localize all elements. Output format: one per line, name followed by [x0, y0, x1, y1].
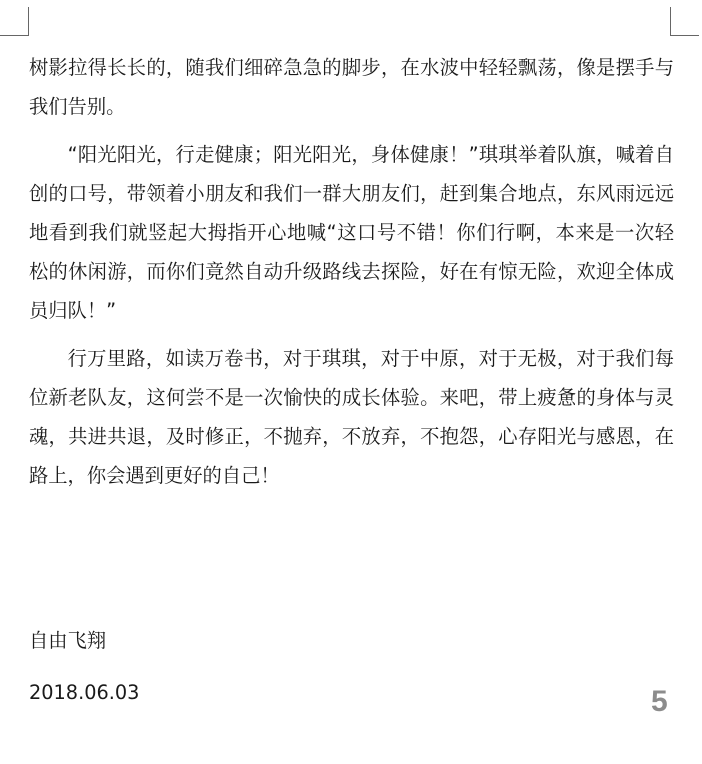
paragraph-3: 行万里路，如读万卷书，对于琪琪，对于中原，对于无极，对于我们每位新老队友，这何尝不是一次愉快的成长体验。来吧，带上疲惫的身体与灵魂，共进共退，及时修正，不抛弃，不放弃，不抱怨，心存阳光与感恩，在路上，你会遇到更好的自己！	[29, 347, 674, 487]
document-body	[29, 48, 674, 504]
paragraph-1: 树影拉得长长的，随我们细碎急急的脚步，在水波中轻轻飘荡，像是摆手与我们告别。	[29, 56, 674, 118]
page-corner-mark-top-right	[670, 7, 699, 36]
page-number: 5	[651, 685, 668, 718]
paragraph-2: “阳光阳光，行走健康；阳光阳光，身体健康！”琪琪举着队旗，喊着自创的口号，带领着小朋友和我们一群大朋友们，赶到集合地点，东风雨远远地看到我们就竖起大拇指开心地喊“这口号不错！你们行啊，本来是一次轻松的休闲游，而你们竟然自动升级路线去探险，好在有惊无险，欢迎全体成员归队！”	[29, 143, 674, 322]
page-corner-mark-top-left	[0, 7, 29, 36]
document-date: 2018.06.03	[29, 681, 140, 704]
author-signature: 自由飞翔	[29, 629, 107, 652]
